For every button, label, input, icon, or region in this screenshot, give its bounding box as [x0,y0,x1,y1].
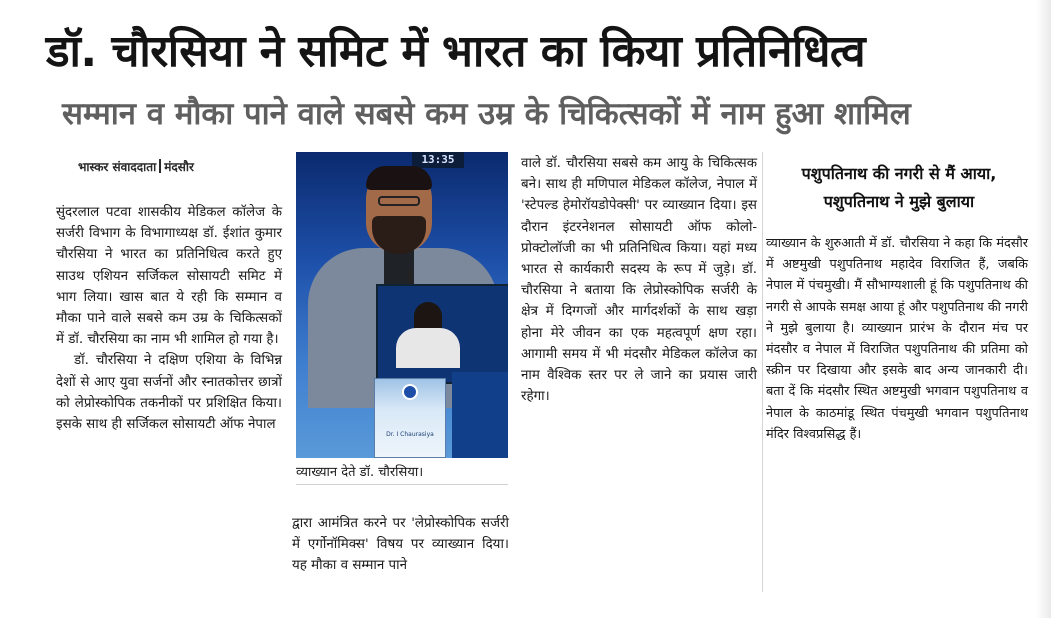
headline: डॉ. चौरसिया ने समिट में भारत का किया प्रतिनिधित्व [46,26,866,77]
byline-separator [159,159,161,173]
byline-reporter: भास्कर संवाददाता [78,160,157,174]
byline-location: मंदसौर [164,160,194,174]
article-column-2 [292,513,509,577]
byline [78,158,288,178]
article-photo [296,152,508,458]
sidebar-paragraph: व्याख्यान के शुरुआती में डॉ. चौरसिया ने कहा कि मंदसौर में अष्टमुखी पशुपतिनाथ महादेव विराजित हैं, जबकि नेपाल में पंचमुखी। मैं सौभाग्यशाली हूं कि पशुपतिनाथ की नगरी से आपके समक्ष आया हूं और पशुपतिनाथ की नगरी ने मुझे बुलाया है। व्याख्यान प्रारंभ के दौरान मंच पर मंदसौर व नेपाल में विराजित पशुपतिनाथ की प्रतिमा को स्क्रीन पर दिखाया और इसके बाद अन्य जानकारी दी। बता दें कि मंदसौर स्थित अष्टमुखी भगवान पशुपतिनाथ व नेपाल के काठमांडू स्थित पंचमुखी भगवान पशुपतिनाथ मंदिर विश्वप्रसिद्ध हैं। [766,236,1028,442]
subheadline: सम्मान व मौका पाने वाले सबसे कम उम्र के चिकित्सकों में नाम हुआ शामिल [62,96,911,132]
article-column-1 [56,202,282,435]
column-divider [762,152,763,592]
article-column-3 [521,153,757,407]
stage-panel [452,372,508,458]
podium-logo-icon [402,384,418,400]
sidebar-heading: पशुपतिनाथ की नगरी से मैं आया, पशुपतिनाथ ने मुझे बुलाया [801,164,997,211]
column2-paragraph: द्वारा आमंत्रित करने पर 'लेप्रोस्कोपिक सर्जरी में एर्गोनॉमिक्स' विषय पर व्याख्यान दिया। यह मौका व सम्मान पाने [292,516,509,574]
podium-nameplate: Dr. I Chaurasiya [386,431,434,438]
photo-timer: 13:35 [412,152,464,168]
column1-paragraph-1: सुंदरलाल पटवा शासकीय मेडिकल कॉलेज के सर्जरी विभाग के विभागाध्यक्ष डॉ. ईशांत कुमार चौरसिया ने भारत का प्रतिनिधित्व करते हुए साउथ एशियन सर्जिकल सोसायटी समिट में भाग लिया। खास बात ये रही कि सम्मान व मौका पाने वाले सबसे कम उम्र के चिकित्सकों में डॉ. चौरसिया का नाम भी शामिल हो गया है। [56,205,282,348]
photo-caption: व्याख्यान देते डॉ. चौरसिया। [296,465,424,480]
speaker-glasses [378,196,420,206]
screen-figure-body [396,328,460,368]
sidebar-column [766,233,1028,445]
page-edge-shadow [1036,0,1051,618]
caption-divider [296,484,508,485]
speaker-hair [366,166,432,190]
column3-paragraph: वाले डॉ. चौरसिया सबसे कम आयु के चिकित्सक बने। साथ ही मणिपाल मेडिकल कॉलेज, नेपाल में 'स्टेपल्ड हेमोरॉयडोपेक्सी' पर व्याख्यान दिया। इस दौरान इंटरनेशनल सोसायटी ऑफ कोलो-प्रोक्टोलॉजी का भी प्रतिनिधित्व किया। यहां मध्य भारत से कार्यकारी सदस्य के रूप में जुड़े। डॉ. चौरसिया ने बताया कि लेप्रोस्कोपिक सर्जरी के क्षेत्र में दिग्गजों और मार्गदर्शकों के साथ खड़ा होना मेरे जीवन का एक महत्वपूर्ण क्षण रहा। आगामी समय में भी मंदसौर मेडिकल कॉलेज का नाम वैश्विक स्तर पर ले जाने का प्रयास जारी रहेगा। [521,156,757,405]
column1-paragraph-2: डॉ. चौरसिया ने दक्षिण एशिया के विभिन्न देशों से आए युवा सर्जनों और स्नातकोत्तर छात्रों को लेप्रोस्कोपिक तकनीकों पर प्रशिक्षित किया। इसके साथ ही सर्जिकल सोसायटी ऑफ नेपाल [56,353,282,433]
